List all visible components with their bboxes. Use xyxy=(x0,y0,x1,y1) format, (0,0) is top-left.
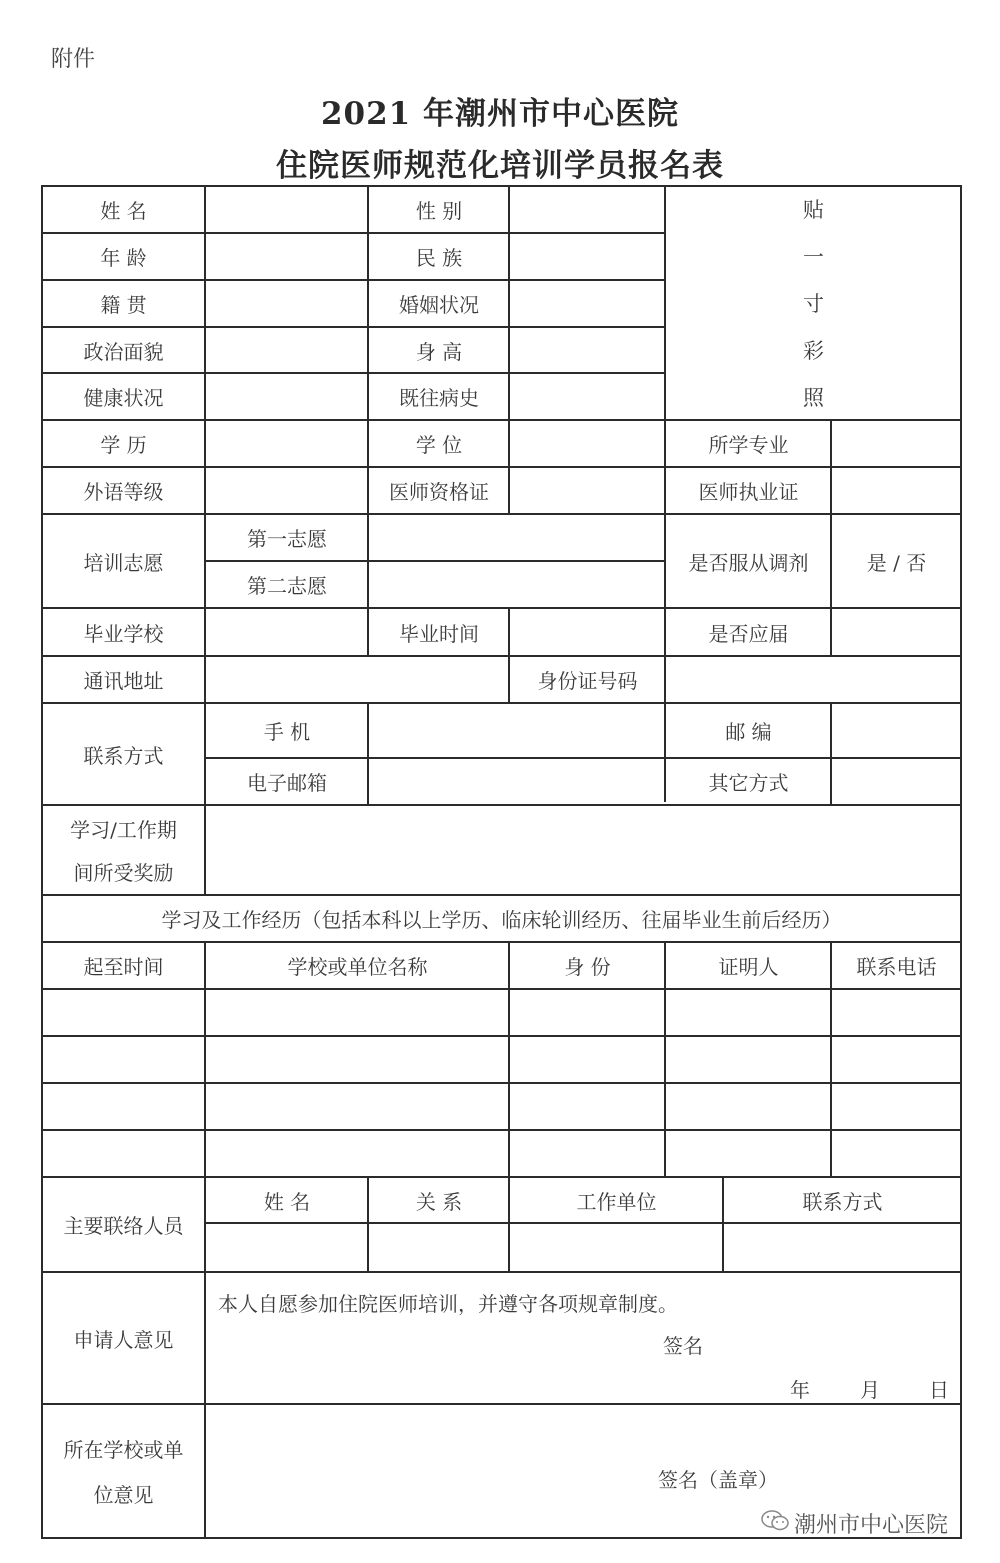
experience-reference-field[interactable] xyxy=(666,1083,831,1130)
institution-label-line2: 位意见 xyxy=(93,1483,154,1507)
label-health: 健康状况 xyxy=(83,386,164,410)
label-education: 学 历 xyxy=(100,433,147,457)
degree-field[interactable] xyxy=(510,420,665,467)
watermark-text: 潮州市中心医院 xyxy=(794,1513,949,1538)
experience-period-field[interactable] xyxy=(42,1083,205,1130)
marital-status-field[interactable] xyxy=(510,280,665,327)
date-year-label: 年 xyxy=(790,1378,810,1402)
experience-period-field[interactable] xyxy=(42,1130,205,1177)
applicant-signature-label: 签名 xyxy=(663,1334,703,1358)
col-header-phone: 联系电话 xyxy=(856,955,937,979)
contact-employer-field[interactable] xyxy=(510,1224,723,1272)
fresh-grad-field[interactable] xyxy=(832,608,961,656)
health-field[interactable] xyxy=(206,373,368,420)
page-title: 2021 年潮州市中心医院 xyxy=(320,96,680,132)
first-choice-field[interactable] xyxy=(369,514,665,561)
photo-char: 贴 xyxy=(803,197,824,222)
label-applicant-opinion: 申请人意见 xyxy=(73,1327,174,1352)
label-fresh-grad: 是否应届 xyxy=(708,621,789,646)
label-email: 电子邮箱 xyxy=(247,771,327,795)
language-level-field[interactable] xyxy=(206,467,368,514)
label-ethnicity: 民 族 xyxy=(415,246,463,270)
email-field[interactable] xyxy=(369,758,665,805)
label-gender: 性 别 xyxy=(415,199,463,223)
institution-signature-label: 签名（盖章） xyxy=(658,1468,778,1492)
experience-section-title: 学习及工作经历（包括本科以上学历、临床轮训经历、往届毕业生前后经历） xyxy=(161,908,842,932)
label-medical-history: 既往病史 xyxy=(399,386,479,410)
qualification-cert-field[interactable] xyxy=(510,467,665,514)
experience-reference-field[interactable] xyxy=(666,989,831,1036)
awards-label-line2: 间所受奖励 xyxy=(73,861,174,885)
label-name: 姓 名 xyxy=(100,199,147,223)
native-place-field[interactable] xyxy=(206,280,368,327)
experience-institution-field[interactable] xyxy=(206,1130,509,1177)
label-second-choice: 第二志愿 xyxy=(247,574,327,598)
experience-phone-field[interactable] xyxy=(832,1036,961,1083)
label-political-status: 政治面貌 xyxy=(83,339,164,364)
postcode-field[interactable] xyxy=(832,703,961,758)
label-training-choice: 培训志愿 xyxy=(83,550,164,575)
applicant-statement: 本人自愿参加住院医师培训，并遵守各项规章制度。 xyxy=(218,1292,678,1316)
col-header-contact-name: 姓 名 xyxy=(263,1189,311,1214)
applicant-opinion-area[interactable] xyxy=(206,1272,961,1404)
grad-school-field[interactable] xyxy=(206,608,368,656)
awards-label-line1: 学习/工作期 xyxy=(70,818,177,842)
label-age: 年 龄 xyxy=(100,246,147,270)
label-practice-cert: 医师执业证 xyxy=(698,480,799,504)
attachment-label: 附件 xyxy=(51,47,96,72)
col-header-period: 起至时间 xyxy=(83,955,164,979)
wechat-icon xyxy=(760,1509,790,1539)
label-height: 身 高 xyxy=(415,339,463,364)
photo-char: 寸 xyxy=(803,291,824,316)
label-main-contact: 主要联络人员 xyxy=(63,1214,184,1238)
experience-institution-field[interactable] xyxy=(206,989,509,1036)
label-qualification-cert: 医师资格证 xyxy=(389,480,489,504)
label-mobile: 手 机 xyxy=(263,720,311,744)
major-field[interactable] xyxy=(832,420,961,467)
label-institution-opinion xyxy=(42,1404,205,1538)
label-marital-status: 婚姻状况 xyxy=(399,293,479,317)
photo-char: 照 xyxy=(803,385,824,410)
label-language-level: 外语等级 xyxy=(83,480,164,504)
label-other-contact: 其它方式 xyxy=(708,771,789,795)
medical-history-field[interactable] xyxy=(510,373,665,420)
other-contact-field[interactable] xyxy=(832,758,961,805)
col-header-contact-method: 联系方式 xyxy=(802,1189,883,1214)
experience-phone-field[interactable] xyxy=(832,1130,961,1177)
date-day-label: 日 xyxy=(929,1378,949,1402)
experience-phone-field[interactable] xyxy=(832,1083,961,1130)
label-address: 通讯地址 xyxy=(83,669,164,693)
grad-time-field[interactable] xyxy=(510,608,665,656)
experience-institution-field[interactable] xyxy=(206,1083,509,1130)
experience-period-field[interactable] xyxy=(42,1036,205,1083)
label-contact: 联系方式 xyxy=(83,743,164,768)
col-header-employer: 工作单位 xyxy=(576,1189,657,1214)
page-subtitle: 住院医师规范化培训学员报名表 xyxy=(276,148,724,184)
label-major: 所学专业 xyxy=(708,433,789,457)
experience-reference-field[interactable] xyxy=(666,1130,831,1177)
experience-role-field[interactable] xyxy=(510,1036,665,1083)
label-native-place: 籍 贯 xyxy=(100,293,147,317)
ethnicity-field[interactable] xyxy=(510,233,665,280)
date-month-label: 月 xyxy=(860,1378,880,1402)
accept-adjust-option[interactable]: 是 / 否 xyxy=(866,550,927,575)
contact-relation-field[interactable] xyxy=(369,1224,509,1272)
col-header-reference: 证明人 xyxy=(718,955,779,979)
label-first-choice: 第一志愿 xyxy=(247,527,327,551)
height-field[interactable] xyxy=(510,327,665,373)
photo-area[interactable] xyxy=(666,186,961,419)
age-field[interactable] xyxy=(206,233,368,280)
practice-cert-field[interactable] xyxy=(832,467,961,514)
experience-role-field[interactable] xyxy=(510,1083,665,1130)
experience-role-field[interactable] xyxy=(510,1130,665,1177)
label-accept-adjust: 是否服从调剂 xyxy=(688,550,809,575)
name-field[interactable] xyxy=(206,186,368,233)
photo-char: 一 xyxy=(803,244,824,269)
col-header-relation: 关 系 xyxy=(415,1189,463,1214)
experience-phone-field[interactable] xyxy=(832,989,961,1036)
second-choice-field[interactable] xyxy=(369,561,665,608)
gender-field[interactable] xyxy=(510,186,665,233)
experience-period-field[interactable] xyxy=(42,989,205,1036)
label-grad-school: 毕业学校 xyxy=(83,621,164,646)
education-field[interactable] xyxy=(206,420,368,467)
watermark xyxy=(760,1508,948,1539)
id-number-field[interactable] xyxy=(666,656,961,703)
label-id-number: 身份证号码 xyxy=(537,669,638,693)
address-field[interactable] xyxy=(206,656,509,703)
experience-reference-field[interactable] xyxy=(666,1036,831,1083)
label-grad-time: 毕业时间 xyxy=(399,621,479,646)
mobile-field[interactable] xyxy=(369,703,665,758)
label-awards xyxy=(42,805,205,895)
contact-method-field[interactable] xyxy=(724,1224,961,1272)
experience-role-field[interactable] xyxy=(510,989,665,1036)
label-postcode: 邮 编 xyxy=(725,720,772,744)
experience-institution-field[interactable] xyxy=(206,1036,509,1083)
label-degree: 学 位 xyxy=(415,433,463,457)
photo-char: 彩 xyxy=(803,338,824,363)
political-status-field[interactable] xyxy=(206,327,368,373)
col-header-institution: 学校或单位名称 xyxy=(287,955,428,979)
col-header-role: 身 份 xyxy=(564,955,611,979)
awards-field[interactable] xyxy=(206,805,961,895)
institution-label-line1: 所在学校或单 xyxy=(63,1438,184,1462)
contact-name-field[interactable] xyxy=(206,1224,368,1272)
